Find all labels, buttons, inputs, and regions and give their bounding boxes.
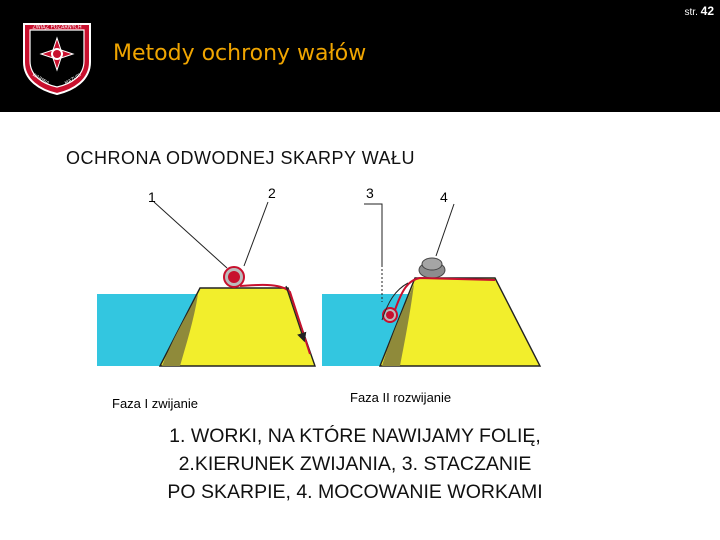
- label-4: 4: [440, 189, 448, 205]
- slide-title: Metody ochrony wałów: [113, 41, 367, 66]
- caption-line-2: 2.KIERUNEK ZWIJANIA, 3. STACZANIE: [178, 453, 532, 475]
- logo-text-right: MAZURY: [64, 72, 84, 87]
- caption-line-3: PO SKARPIE, 4. MOCOWANIE WORKAMI: [167, 481, 543, 503]
- phase-2-label: Faza II rozwijanie: [350, 390, 452, 405]
- label-1: 1: [148, 189, 156, 205]
- pointer-3: [364, 204, 382, 265]
- label-2: 2: [268, 185, 276, 201]
- logo-text-left: WARMIA: [30, 72, 50, 87]
- phase-1-panel: [97, 185, 315, 411]
- page-number: [685, 4, 714, 18]
- pointer-2: [244, 202, 268, 266]
- pointer-1: [154, 202, 227, 268]
- caption-line-1: 1. WORKI, NA KTÓRE NAWIJAMY FOLIĘ,: [169, 425, 541, 447]
- phase-1-label: Faza I zwijanie: [112, 396, 198, 411]
- page-number-label: str.: [684, 7, 698, 18]
- slide-content: [0, 112, 720, 540]
- levee-protection-diagram: [90, 180, 568, 418]
- phase-2-panel: [322, 185, 540, 405]
- label-3: 3: [366, 185, 374, 201]
- slide-subtitle: OCHRONA ODWODNEJ SKARPY WAŁU: [66, 148, 416, 168]
- fire-brigade-emblem-icon: [18, 18, 96, 96]
- logo-text-top: ZWIĄZ POŻARNYCH: [32, 24, 82, 31]
- page-number-value: 42: [700, 4, 714, 18]
- slide-header: [0, 0, 720, 112]
- diagram-caption: [90, 422, 620, 506]
- pointer-4: [436, 204, 454, 256]
